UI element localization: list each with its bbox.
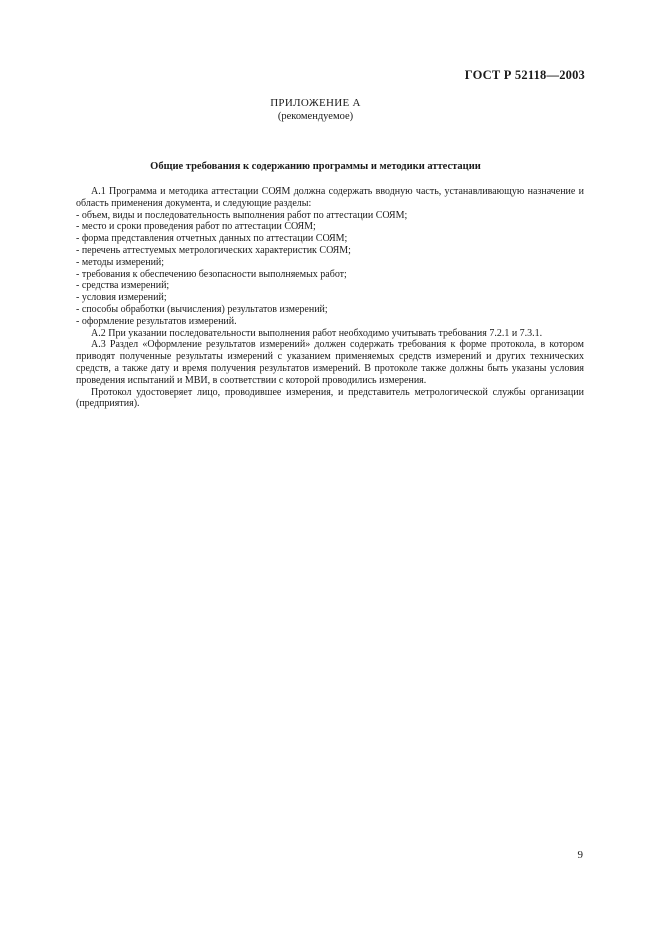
page-number: 9 — [577, 849, 583, 861]
list-item: - средства измерений; — [76, 280, 170, 292]
list-item: - объем, виды и последовательность выполнения работ по аттестации СОЯМ; — [76, 209, 408, 221]
appendix-title: ПРИЛОЖЕНИЕ А — [270, 97, 361, 109]
paragraph-a1: А.1 Программа и методика аттестации СОЯМ должна содержать вводную часть, устанавливающую назначение и область применения документа, и следующие разделы: — [76, 186, 584, 209]
paragraph-a3: А.3 Раздел «Оформление результатов измерений» должен содержать требования к форме протокола, в котором приводят полученные результаты измерений с указанием применяемых средств измерений и других технических средств, а также дату и время получения результатов измерений. В протоколе также должны быть указаны условия проведения испытаний и МВИ, в соответствии с которой проводились измерения. — [76, 339, 584, 386]
document-code: ГОСТ Р 52118—2003 — [464, 68, 585, 82]
list-item: - способы обработки (вычисления) результатов измерений; — [76, 303, 328, 315]
section-title: Общие требования к содержанию программы и методики аттестации — [150, 161, 481, 172]
body-text — [76, 186, 584, 410]
list-item: - перечень аттестуемых метрологических характеристик СОЯМ; — [76, 244, 351, 256]
list-item: - форма представления отчетных данных по аттестации СОЯМ; — [76, 233, 348, 245]
list-item: - оформление результатов измерений. — [76, 315, 237, 327]
appendix-status: (рекомендуемое) — [277, 111, 354, 122]
list-item: - место и сроки проведения работ по аттестации СОЯМ; — [76, 221, 316, 233]
paragraph-a2: А.2 При указании последовательности выполнения работ необходимо учитывать требования 7.2.1 и 7.3.1. — [91, 327, 543, 339]
paragraph-protocol: Протокол удостоверяет лицо, проводившее измерения, и представитель метрологической службы организации (предприятия). — [76, 386, 584, 410]
list-item: - условия измерений; — [76, 292, 167, 304]
list-item: - методы измерений; — [76, 256, 165, 268]
list-item: - требования к обеспечению безопасности выполняемых работ; — [76, 268, 347, 280]
